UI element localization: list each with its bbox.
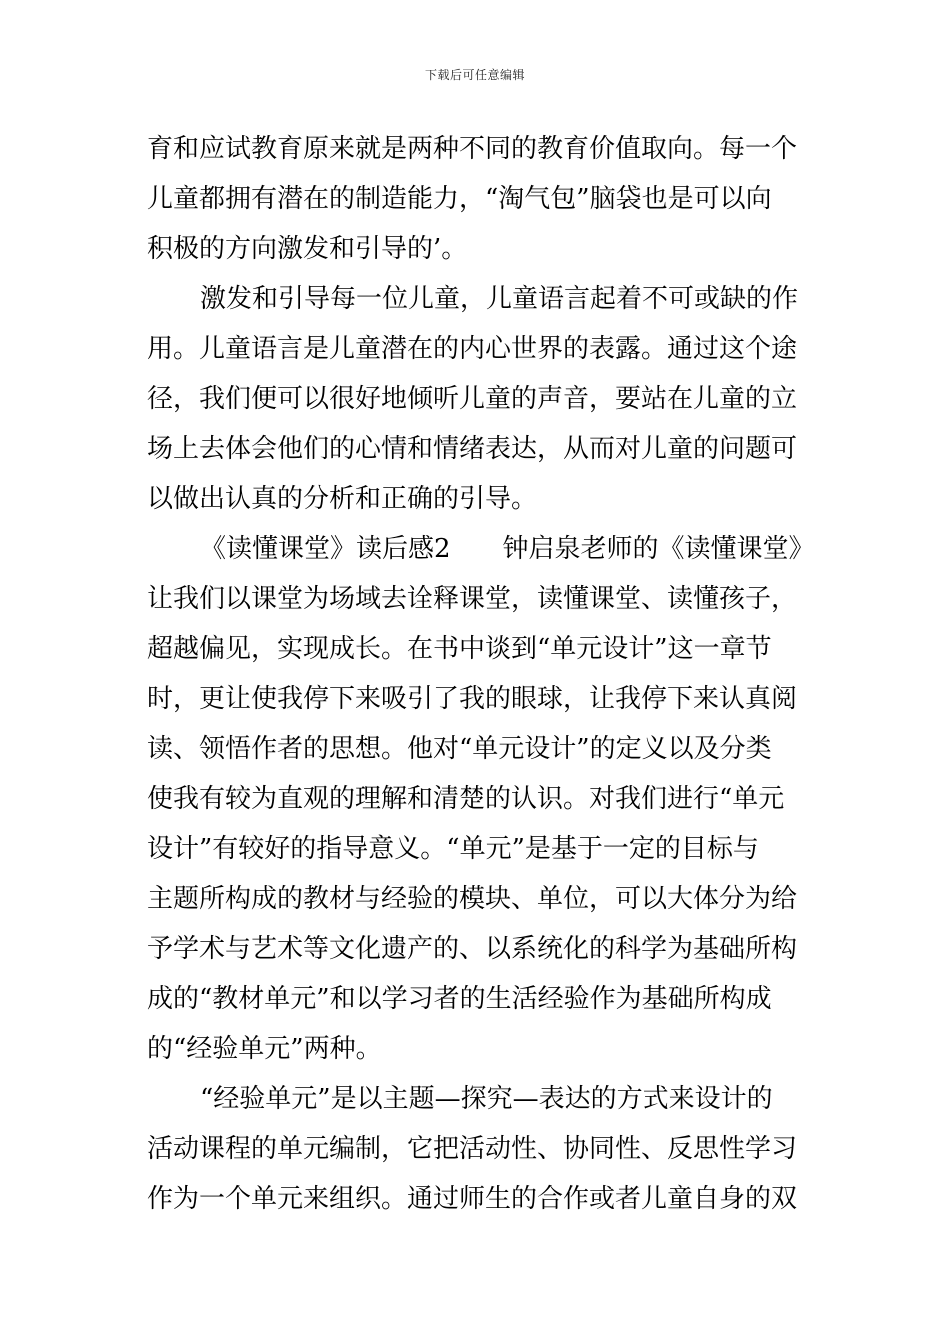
- text-line: 以做出认真的分析和正确的引导。: [147, 484, 538, 514]
- text-line: 让我们以课堂为场域去诠释课堂，读懂课堂、读懂孩子，: [147, 584, 798, 614]
- text-line: 积极的方向激发和引导的’。: [147, 234, 468, 264]
- text-line: 激发和引导每一位儿童，儿童语言起着不可或缺的作: [200, 284, 799, 314]
- text-line: 超越偏见，实现成长。在书中谈到“单元设计”这一章节: [147, 634, 772, 664]
- text-line: 使我有较为直观的理解和清楚的认识。对我们进行“单元: [147, 784, 785, 814]
- text-line: 作为一个单元来组织。通过师生的合作或者儿童自身的双: [147, 1184, 798, 1214]
- text-line: 的“经验单元”两种。: [147, 1034, 382, 1064]
- text-line: 活动课程的单元编制，它把活动性、协同性、反思性学习: [147, 1134, 798, 1164]
- text-line: 育和应试教育原来就是两种不同的教育价值取向。每一个: [147, 134, 798, 164]
- page-header: 下载后可任意编辑: [424, 68, 525, 82]
- text-line: 成的“教材单元”和以学习者的生活经验作为基础所构成: [147, 984, 772, 1014]
- text-line: 儿童都拥有潜在的制造能力，“淘气包”脑袋也是可以向: [147, 184, 772, 214]
- text-line: 予学术与艺术等文化遗产的、以系统化的科学为基础所构: [147, 934, 798, 964]
- text-line: 径，我们便可以很好地倾听儿童的声音，要站在儿童的立: [147, 384, 798, 414]
- text-line: 设计”有较好的指导意义。“单元”是基于一定的目标与: [147, 834, 759, 864]
- text-line: 场上去体会他们的心情和情绪表达，从而对儿童的问题可: [147, 434, 798, 464]
- text-line: 用。儿童语言是儿童潜在的内心世界的表露。通过这个途: [147, 334, 798, 364]
- text-line: 时，更让使我停下来吸引了我的眼球，让我停下来认真阅: [147, 684, 798, 714]
- text-line: “经验单元”是以主题—探究—表达的方式来设计的: [200, 1084, 773, 1114]
- text-line: 《读懂课堂》读后感2 钟启泉老师的《读懂课堂》: [200, 534, 815, 564]
- text-line: 主题所构成的教材与经验的模块、单位，可以大体分为给: [147, 884, 798, 914]
- text-line: 读、领悟作者的思想。他对“单元设计”的定义以及分类: [147, 734, 772, 764]
